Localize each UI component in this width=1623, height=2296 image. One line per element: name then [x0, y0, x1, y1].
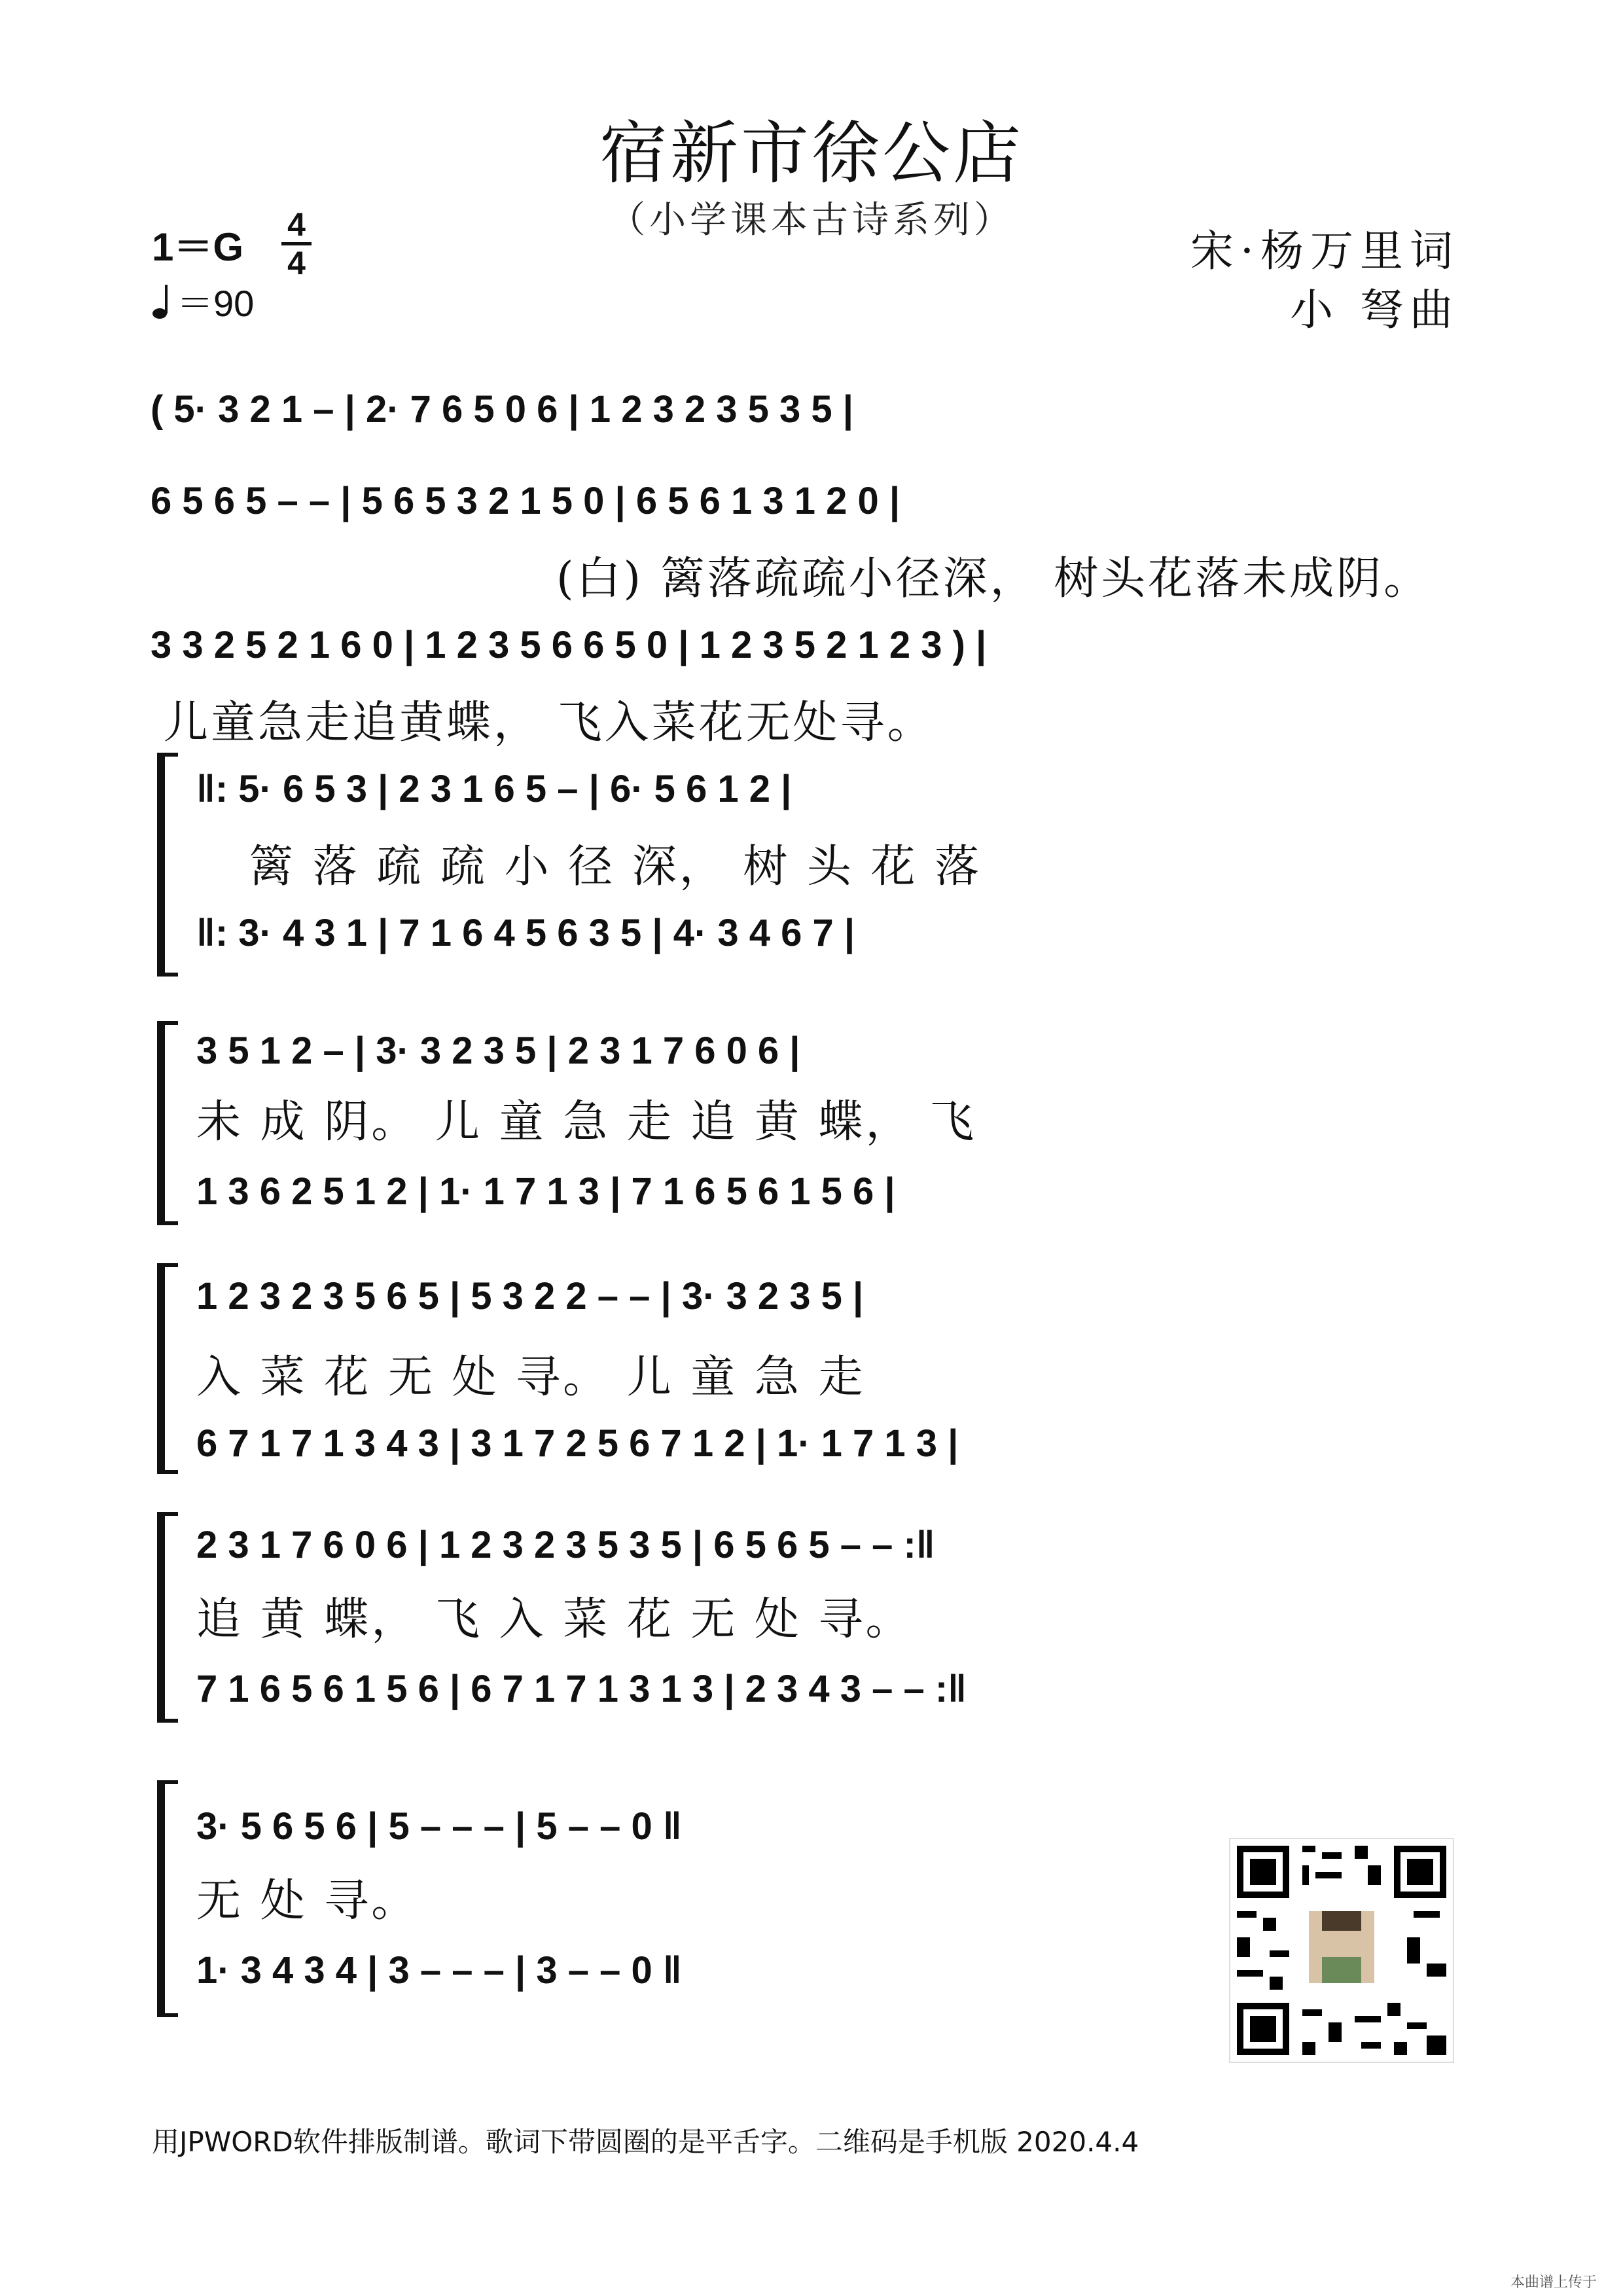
time-signature-bottom: 4: [287, 245, 306, 281]
lyric-line-4: 未 成 阴。 儿 童 急 走 追 黄 蝶， 飞: [196, 1096, 977, 1148]
score-line-11: 7 1 6 5 6 1 5 6 | 6 7 1 7 1 3 1 3 | 2 3 4 3 – – :‖: [196, 1667, 967, 1710]
system-bracket: [157, 1021, 178, 1225]
qr-code-icon[interactable]: [1229, 1838, 1454, 2063]
key-signature: 1＝G: [152, 225, 244, 269]
page-title: 宿新市徐公店: [599, 113, 1024, 193]
upload-mark: 本曲谱上传于: [1510, 2274, 1597, 2291]
score-line-2: 6 5 6 5 – – | 5 6 5 3 2 1 5 0 | 6 5 6 1 3 1 2 0 |: [151, 479, 901, 522]
score-line-8: 1 2 3 2 3 5 6 5 | 5 3 2 2 – – | 3· 3 2 3 5 |: [196, 1274, 864, 1318]
score-line-13: 1· 3 4 3 4 | 3 – – – | 3 – – 0 ‖: [196, 1948, 682, 1992]
system-bracket: [157, 753, 178, 977]
score-line-4: ‖: 5· 6 5 3 | 2 3 1 6 5 – | 6· 5 6 1 2 |: [196, 767, 792, 810]
score-line-3: 3 3 2 5 2 1 6 0 | 1 2 3 5 6 6 5 0 | 1 2 3 5 2 1 2 3 ) |: [151, 623, 987, 666]
lyric-line-6: 追 黄 蝶， 飞 入 菜 花 无 处 寻。: [196, 1594, 913, 1645]
lyric-line-2: 儿童急走追黄蝶， 飞入菜花无处寻。: [164, 697, 935, 749]
score-line-1: ( 5· 3 2 1 – | 2· 7 6 5 0 6 | 1 2 3 2 3 5 3 5 |: [151, 387, 854, 431]
system-bracket: [157, 1263, 178, 1474]
lyric-line-3: 篱 落 疏 疏 小 径 深， 树 头 花 落: [249, 841, 982, 893]
score-line-10: 2 3 1 7 6 0 6 | 1 2 3 2 3 5 3 5 | 6 5 6 5 – – :‖: [196, 1523, 935, 1566]
system-bracket: [157, 1780, 178, 2017]
composer-credit: 小 弩曲: [1290, 285, 1459, 335]
score-line-6: 3 5 1 2 – | 3· 3 2 3 5 | 2 3 1 7 6 0 6 |: [196, 1029, 800, 1072]
lyric-line-7: 无 处 寻。: [196, 1875, 419, 1927]
lyric-line-5: 入 菜 花 无 处 寻。 儿 童 急 走: [196, 1352, 866, 1403]
score-line-12: 3· 5 6 5 6 | 5 – – – | 5 – – 0 ‖: [196, 1804, 682, 1848]
tempo-value: ＝90: [177, 283, 255, 324]
lyric-line-1: (白) 篱落疏疏小径深， 树头花落未成阴。: [556, 553, 1431, 605]
lyricist-credit: 宋·杨万里词: [1190, 226, 1459, 276]
score-line-7: 1 3 6 2 5 1 2 | 1· 1 7 1 3 | 7 1 6 5 6 1 5 6 |: [196, 1170, 895, 1213]
page-subtitle: （小学课本古诗系列）: [609, 199, 1014, 242]
system-bracket: [157, 1512, 178, 1723]
time-signature-top: 4: [287, 206, 306, 243]
score-line-9: 6 7 1 7 1 3 4 3 | 3 1 7 2 5 6 7 1 2 | 1· 1 7 1 3 |: [196, 1422, 959, 1465]
footer-note: 用JPWORD软件排版制谱。歌词下带圆圈的是平舌字。二维码是手机版 2020.4.4: [152, 2126, 1139, 2158]
score-line-5: ‖: 3· 4 3 1 | 7 1 6 4 5 6 3 5 | 4· 3 4 6 7 |: [196, 911, 855, 954]
